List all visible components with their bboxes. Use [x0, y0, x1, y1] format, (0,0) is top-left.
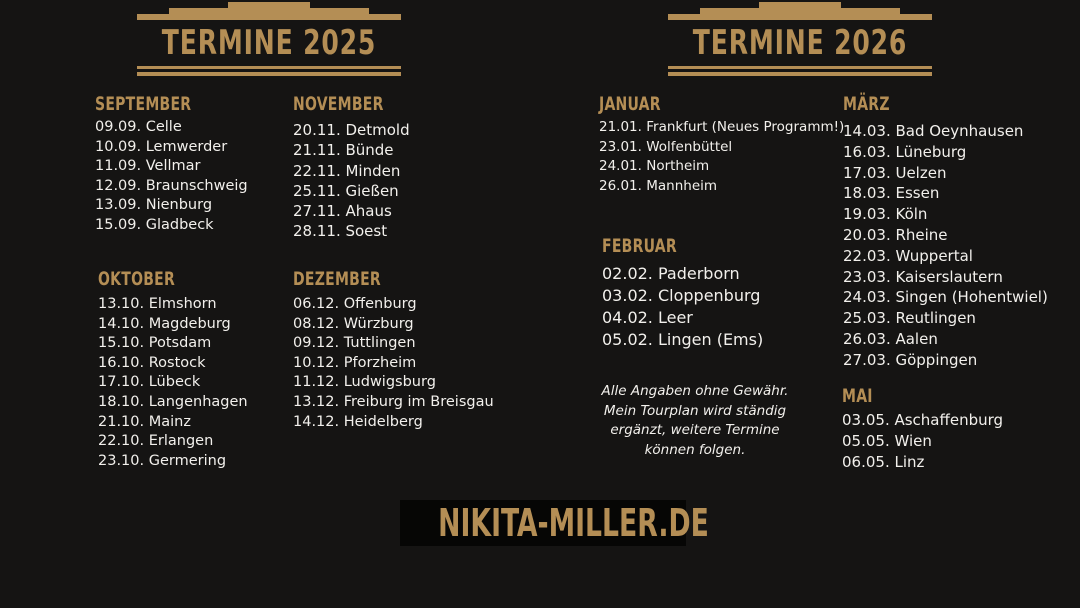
tour-date-item: 09.12. Tuttlingen [293, 335, 416, 352]
tour-date-item: 14.03. Bad Oeynhausen [843, 122, 1024, 140]
tour-date-item: 09.09. Celle [95, 119, 182, 135]
tour-date-item: 06.12. Offenburg [293, 296, 417, 312]
tour-date-item: 28.11. Soest [293, 222, 388, 241]
tour-date-item: 26.01. Mannheim [599, 177, 718, 194]
tour-date-item: 14.10. Magdeburg [98, 315, 231, 332]
tour-date-item: 20.11. Detmold [293, 121, 410, 139]
tour-date-item: 08.12. Würzburg [293, 315, 414, 332]
date-list-februar [602, 263, 763, 351]
tour-date-item: 22.10. Erlangen [98, 433, 214, 450]
tour-date-item: 10.12. Pforzheim [293, 354, 417, 371]
banner-bottom-bar [137, 66, 401, 69]
banner-2026 [668, 0, 932, 78]
tour-date-item: 23.01. Wolfenbüttel [599, 138, 733, 155]
tour-date-item: 24.03. Singen (Hohentwiel) [843, 288, 1048, 307]
banner-title: TERMINE 2025 [161, 23, 377, 63]
tour-date-item: 23.10. Germering [98, 452, 227, 469]
tour-date-item: 26.03. Aalen [843, 329, 938, 348]
banner-bottom-bar [668, 72, 932, 76]
date-list-dezember [293, 295, 494, 432]
tour-date-item: 05.02. Lingen (Ems) [602, 330, 764, 349]
disclaimer-line: ergänzt, weitere Termine [610, 422, 780, 438]
date-list-september [95, 118, 248, 236]
month-heading-maerz: MÄRZ [843, 93, 890, 115]
tour-date-item: 11.09. Vellmar [95, 158, 201, 175]
date-list-oktober [98, 295, 248, 471]
month-heading-november: NOVEMBER [293, 93, 384, 115]
tour-date-item: 12.09. Braunschweig [95, 177, 248, 194]
tour-date-item: 21.01. Frankfurt (Neues Programm!) [599, 119, 845, 135]
disclaimer-line: Alle Angaben ohne Gewähr. [601, 383, 789, 399]
tour-date-item: 02.02. Paderborn [602, 264, 740, 283]
tour-date-item: 11.12. Ludwigsburg [293, 374, 436, 391]
tour-date-item: 14.12. Heidelberg [293, 413, 423, 430]
tour-date-item: 10.09. Lemwerder [95, 138, 228, 155]
tour-date-item: 20.03. Rheine [843, 225, 948, 244]
tour-date-item: 05.05. Wien [842, 431, 932, 450]
disclaimer-line: Mein Tourplan wird ständig [603, 402, 787, 419]
tour-date-item: 13.09. Nienburg [95, 197, 213, 214]
tour-date-item: 03.05. Aschaffenburg [842, 411, 1004, 429]
tour-date-item: 22.03. Wuppertal [843, 246, 973, 265]
tour-date-item: 06.05. Linz [842, 452, 925, 471]
tour-date-item: 15.09. Gladbeck [95, 216, 214, 233]
disclaimer-line: können folgen. [644, 441, 746, 458]
month-heading-oktober: OKTOBER [98, 268, 176, 290]
banner-top-bar [668, 14, 932, 20]
tour-date-item: 25.03. Reutlingen [843, 309, 976, 328]
tour-date-item: 21.10. Mainz [98, 413, 191, 430]
tour-date-item: 16.10. Rostock [98, 354, 206, 371]
month-heading-dezember: DEZEMBER [293, 268, 381, 290]
date-list-november [293, 120, 410, 242]
date-list-januar [599, 118, 844, 196]
tour-date-item: 13.10. Elmshorn [98, 296, 217, 312]
month-heading-februar: FEBRUAR [602, 235, 677, 257]
month-heading-januar: JANUAR [599, 93, 661, 115]
month-heading-september: SEPTEMBER [95, 93, 192, 115]
tour-date-item: 25.11. Gießen [293, 181, 399, 200]
banner-title: TERMINE 2026 [692, 23, 908, 63]
tour-date-item: 03.02. Cloppenburg [602, 286, 761, 305]
tour-date-item: 17.10. Lübeck [98, 374, 201, 391]
month-heading-mai: MAI [842, 385, 873, 407]
tour-date-item: 27.03. Göppingen [843, 350, 978, 369]
tour-date-item: 22.11. Minden [293, 161, 401, 180]
banner-bottom-bar [668, 66, 932, 69]
tour-date-item: 18.03. Essen [843, 184, 940, 203]
disclaimer-note [590, 382, 800, 460]
tour-date-item: 27.11. Ahaus [293, 202, 392, 221]
tour-date-item: 18.10. Langenhagen [98, 393, 248, 410]
tour-date-item: 15.10. Potsdam [98, 335, 212, 352]
tour-date-item: 13.12. Freiburg im Breisgau [293, 393, 494, 410]
tour-date-item: 21.11. Bünde [293, 141, 394, 160]
tour-date-item: 19.03. Köln [843, 205, 928, 224]
website-banner[interactable] [400, 500, 709, 546]
banner-bottom-bar [137, 72, 401, 76]
tour-date-item: 23.03. Kaiserslautern [843, 267, 1003, 286]
tour-date-item: 04.02. Leer [602, 308, 693, 327]
banner-2025 [137, 0, 401, 78]
tour-date-item: 16.03. Lüneburg [843, 142, 967, 161]
tour-date-item: 24.01. Northeim [599, 158, 710, 175]
website-link[interactable]: NIKITA-MILLER.DE [438, 501, 709, 545]
date-list-maerz [843, 121, 1048, 371]
date-list-mai [842, 410, 1003, 472]
banner-top-bar [137, 14, 401, 20]
tour-date-item: 17.03. Uelzen [843, 163, 947, 182]
